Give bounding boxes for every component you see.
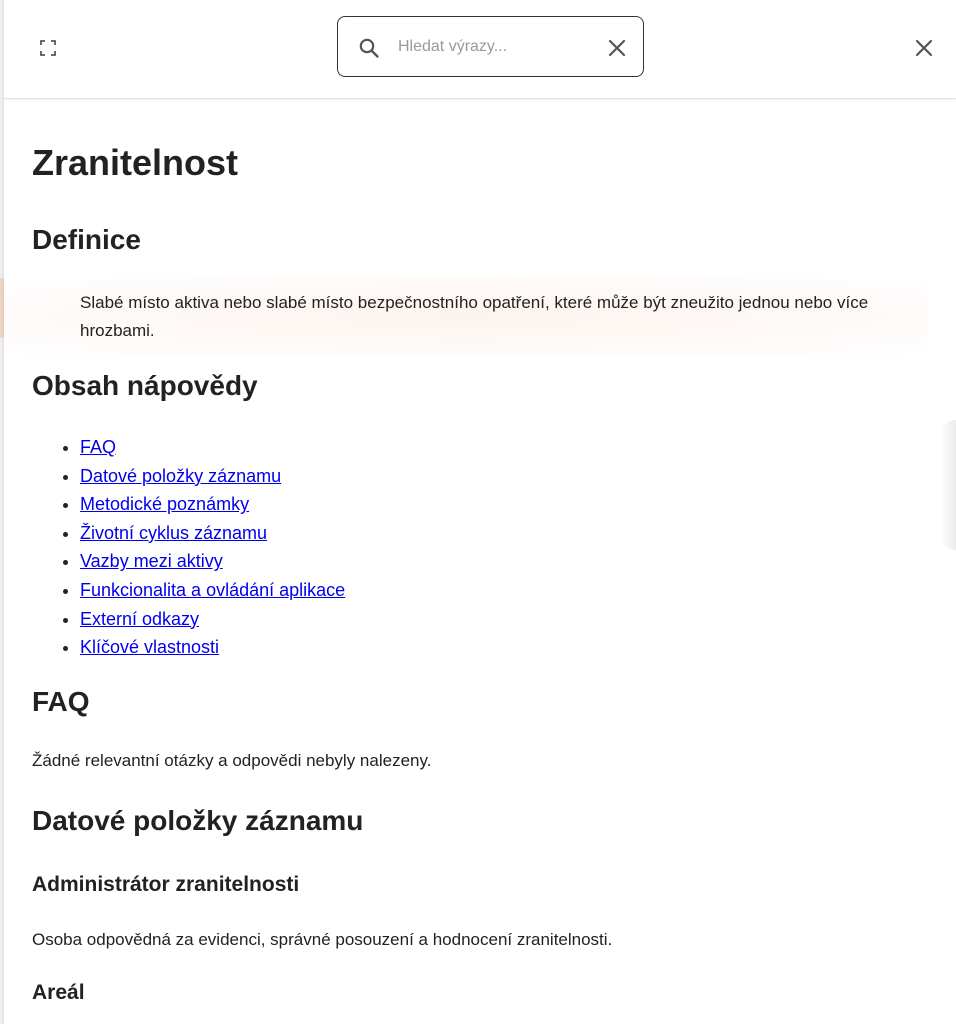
data-item-name: Administrátor zranitelnosti xyxy=(32,872,300,896)
close-icon[interactable] xyxy=(912,36,936,60)
toc-heading: Obsah nápovědy xyxy=(32,370,258,401)
help-panel-header xyxy=(4,0,956,99)
toc-item xyxy=(80,633,932,662)
search-icon xyxy=(358,37,380,59)
expand-icon xyxy=(40,40,56,56)
definition-block xyxy=(4,278,928,355)
help-panel xyxy=(4,0,956,1024)
help-content xyxy=(32,98,932,1006)
toc-link-functionality[interactable]: Funkcionalita a ovládání aplikace xyxy=(80,579,346,600)
toc-link-data-items[interactable]: Datové položky záznamu xyxy=(80,465,282,486)
data-items-heading: Datové položky záznamu xyxy=(32,804,364,836)
faq-heading: FAQ xyxy=(32,685,90,717)
toc-item xyxy=(80,490,932,519)
toc-link-methodology[interactable]: Metodické poznámky xyxy=(80,494,250,515)
toc-link-external-links[interactable]: Externí odkazy xyxy=(80,608,200,629)
toc-list xyxy=(32,433,932,662)
data-item-name: Areál xyxy=(32,980,85,1004)
search-box xyxy=(337,16,644,77)
toc-link-asset-relations[interactable]: Vazby mezi aktivy xyxy=(80,551,223,572)
toc-item xyxy=(80,462,932,491)
page-title: Zranitelnost xyxy=(32,142,239,183)
data-item-description: Osoba odpovědná za evidenci, správné posouzení a hodnocení zranitelnosti. xyxy=(32,929,613,949)
toc-link-faq[interactable]: FAQ xyxy=(80,437,117,457)
faq-text: Žádné relevantní otázky a odpovědi nebyly nalezeny. xyxy=(32,750,432,770)
toc-item xyxy=(80,547,932,576)
scroll-edge-shadow xyxy=(940,420,956,550)
toc-link-key-properties[interactable]: Klíčové vlastnosti xyxy=(80,637,220,658)
toc-item xyxy=(80,433,932,462)
definition-heading: Definice xyxy=(32,224,141,255)
toc-item xyxy=(80,576,932,605)
toc-link-lifecycle[interactable]: Životní cyklus záznamu xyxy=(80,522,268,543)
definition-text: Slabé místo aktiva nebo slabé místo bezpečnostního opatření, které může být zneužito jednou nebo více hrozbami. xyxy=(80,293,869,340)
toc-item xyxy=(80,519,932,548)
clear-icon[interactable] xyxy=(606,37,628,59)
search-input[interactable] xyxy=(396,31,590,63)
expand-button[interactable] xyxy=(34,34,62,62)
toc-item xyxy=(80,605,932,634)
